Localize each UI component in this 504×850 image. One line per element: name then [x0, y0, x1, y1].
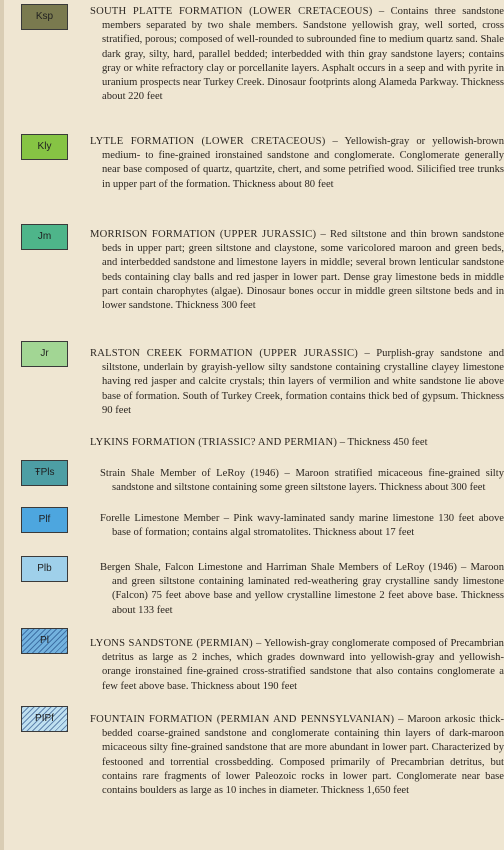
unit-swatch-jm: Jm — [21, 224, 68, 250]
member-description-bergen — [100, 561, 504, 618]
unit-description-jm: MORRISON FORMATION (UPPER JURASSIC) – Red siltstone and thin brown sandstone beds in upper part; green siltstone and claystone, some varicolored maroon and green beds, and interbedded sandstone and limestone layers in middle; several brown lenticular sandstone beds containing clay balls and red jasper in lower part. Dense gray limestone beds in middle part contain charophytes (algae). Dinosaur bones occur in middle green siltstone beds and in lower sandstone. Thickness 300 feet — [90, 229, 504, 312]
member-swatch-strain: ŦPls — [21, 460, 68, 486]
unit-text: Purplish-gray sandstone and siltstone, underlain by grayish-yellow silty sandstone containing crystalline clayey limestone having red jasper and calcite crystals; thin layers of vermilion and white sandstone lie above base of formation. South of Turkey Creek, formation contains thick bed of gypsum. Thickness 90 feet — [102, 348, 504, 416]
unit-swatch-ksp: Ksp — [21, 4, 68, 30]
unit-text: Yellowish-gray or yellowish-brown medium- to fine-grained ironstained sandstone and conglomerate. Conglomerate generally near base composed of quartz, quartzite, chert, and some petrified wood. Silicified tree trunks in upper part of the formation. Thickness about 80 feet — [102, 136, 504, 190]
unit-text: Red siltstone and thin brown sandstone beds in upper part; green siltstone and claystone, some varicolored maroon and green beds, and interbedded sandstone and limestone layers in middle; several brown lenticular sandstone beds containing clay balls and red jasper in lower part. Dense gray limestone beds in middle part contain charophytes (algae). Dinosaur bones occur in middle green siltstone beds and in lower sandstone. Thickness 300 feet — [102, 229, 504, 312]
unit-description-kly: LYTLE FORMATION (LOWER CRETACEOUS) – Yellowish-gray or yellowish-brown medium- to fine-grained ironstained sandstone and conglomerate. Conglomerate generally near base composed of quartz, quartzite, chert, and some petrified wood. Silicified tree trunks in upper part of the formation. Thickness about 80 feet — [90, 136, 504, 190]
unit-text: Yellowish-gray conglomerate composed of Precambrian detritus as large as 2 inches, which grades downward into yellowish-gray and yellowish-orange ironstained fine-grained cross-stratified sandstone that also contains conglomerate a few feet above base. Thickness about 190 feet — [102, 638, 504, 692]
unit-description-jr: RALSTON CREEK FORMATION (UPPER JURASSIC) – Purplish-gray sandstone and siltstone, underlain by grayish-yellow silty sandstone containing crystalline clayey limestone having red jasper and calcite crystals; thin layers of vermilion and white sandstone lie above base of formation. South of Turkey Creek, formation contains thick bed of gypsum. Thickness 90 feet — [90, 348, 504, 416]
member-swatch-bergen: Plb — [21, 556, 68, 582]
unit-heading: FOUNTAIN FORMATION (PERMIAN AND PENNSYLVANIAN) — [90, 714, 395, 725]
unit-heading: LYTLE FORMATION (LOWER CRETACEOUS) — [90, 136, 326, 147]
member-description-forelle — [100, 512, 504, 540]
unit-description-ksp: SOUTH PLATTE FORMATION (LOWER CRETACEOUS) – Contains three sandstone members separated by two shale members. Sandstone yellowish gray, well sorted, cross stratified, porous; composed of well-rounded to subrounded fine to medium quartz sand. Shale dark gray, silty, hard, parallel bedded; interbedded with thin gray sandstone layers; contains gray or white refractory clay or porcellanite layers. Asphalt occurs in a seep and with pyrite in uranium prospects near Turkey Creek. Dinosaur footprints along Alameda Parkway. Thickness about 220 feet — [90, 6, 504, 103]
unit-heading: RALSTON CREEK FORMATION (UPPER JURASSIC) — [90, 348, 359, 359]
member-swatch-forelle: Plf — [21, 507, 68, 533]
member-text: Forelle Limestone Member – Pink wavy-laminated sandy marine limestone 130 feet above base of formation; contains algal stromatolites. Thickness about 17 feet — [100, 513, 504, 539]
member-text: Strain Shale Member of LeRoy (1946) – Maroon stratified micaceous fine-grained silty sandstone and siltstone containing some green siltstone layers. Thickness about 300 feet — [100, 468, 504, 494]
unit-swatch-fountain: PIPf — [21, 706, 68, 732]
unit-swatch-kly: Kly — [21, 134, 68, 160]
lykins-heading-block: LYKINS FORMATION (TRIASSIC? AND PERMIAN) – Thickness 450 feet — [90, 437, 428, 448]
unit-description-lyons: LYONS SANDSTONE (PERMIAN) – Yellowish-gray conglomerate composed of Precambrian detritus as large as 2 inches, which grades downward into yellowish-gray and yellowish-orange ironstained fine-grained cross-stratified sandstone that also contains conglomerate a few feet above base. Thickness about 190 feet — [90, 638, 504, 692]
unit-text: Contains three sandstone members separated by two shale members. Sandstone yellowish gray, well sorted, cross stratified, porous; composed of well-rounded to subrounded fine to medium quartz sand. Shale dark gray, silty, hard, parallel bedded; interbedded with thin gray sandstone layers; contains gray or white refractory clay or porcellanite layers. Asphalt occurs in a seep and with pyrite in uranium prospects near Turkey Creek. Dinosaur footprints along Alameda Parkway. Thickness about 220 feet — [102, 6, 504, 103]
unit-heading: MORRISON FORMATION (UPPER JURASSIC) — [90, 229, 317, 240]
unit-heading: LYKINS FORMATION (TRIASSIC? AND PERMIAN) — [90, 437, 338, 448]
page-edge — [0, 0, 4, 850]
unit-heading: LYONS SANDSTONE (PERMIAN) — [90, 638, 253, 649]
unit-text: Thickness 450 feet — [347, 437, 428, 448]
member-description-strain — [100, 467, 504, 495]
unit-heading: SOUTH PLATTE FORMATION (LOWER CRETACEOUS) — [90, 6, 373, 17]
member-text: Bergen Shale, Falcon Limestone and Harriman Shale Members of LeRoy (1946) – Maroon and green siltstone containing laminated red-weathering gray crystalline sandy limestone (Falcon) 75 feet above base and yellow crystalline limestone 2 feet above base. Thickness about 133 feet — [100, 562, 504, 616]
unit-description-fountain: FOUNTAIN FORMATION (PERMIAN AND PENNSYLVANIAN) – Maroon arkosic thick-bedded coarse-grained sandstone and conglomerate containing thin layers of dark-maroon micaceous silty fine-grained sandstone that are more abundant in lower part. Characterized by festooned and torrential crossbedding. Composed primarily of Precambrian detritus, but contains rare fragments of lower Paleozoic rocks in lower part. Conglomerate near base contains boulders as large as 10 inches in diameter. Thickness 1,650 feet — [90, 714, 504, 797]
unit-swatch-lyons: Pl — [21, 628, 68, 654]
unit-text: Maroon arkosic thick-bedded coarse-grained sandstone and conglomerate containing thin layers of dark-maroon micaceous silty fine-grained sandstone that are more abundant in lower part. Characterized by festooned and torrential crossbedding. Composed primarily of Precambrian detritus, but contains rare fragments of lower Paleozoic rocks in lower part. Conglomerate near base contains boulders as large as 10 inches in diameter. Thickness 1,650 feet — [102, 714, 504, 797]
unit-swatch-jr: Jr — [21, 341, 68, 367]
